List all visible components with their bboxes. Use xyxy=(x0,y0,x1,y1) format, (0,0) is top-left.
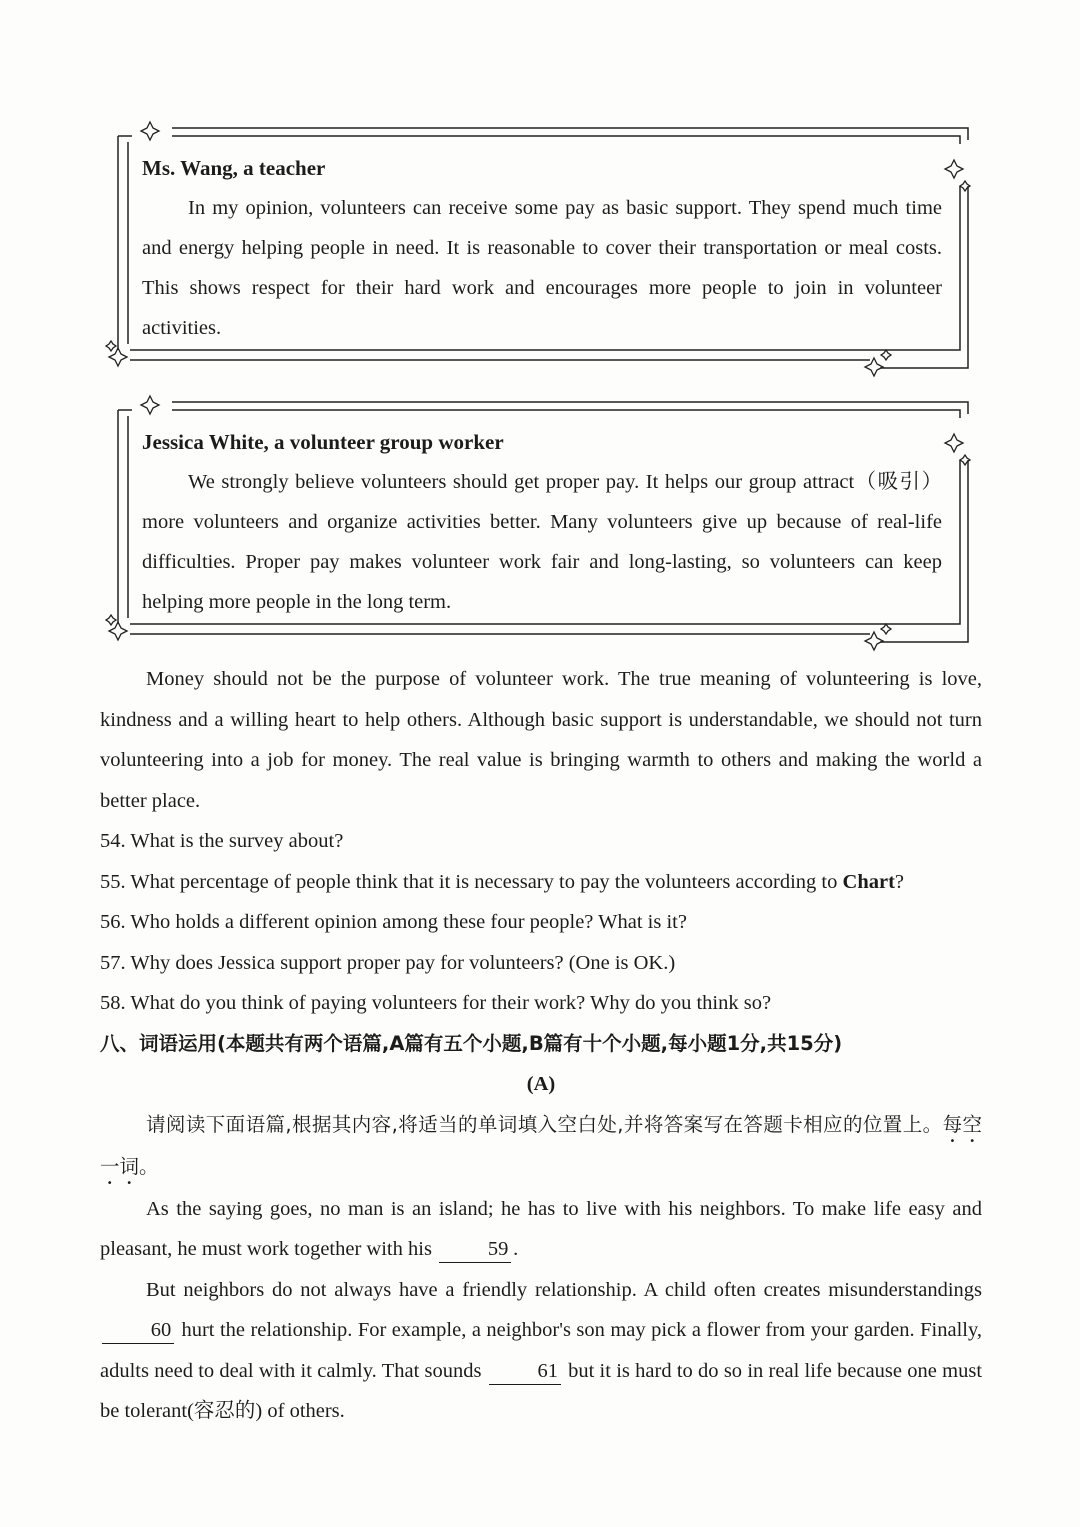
blank-59[interactable]: 59 xyxy=(439,1236,511,1263)
closing-paragraph: Money should not be the purpose of volunteer work. The true meaning of volunteering is love, kindness and a willing heart to help others. Although basic support is understandable, we should not turn volunteering into a job for money. The real value is bringing warmth to others and making the world a better place. xyxy=(100,668,982,812)
blank-61[interactable]: 61 xyxy=(489,1358,561,1385)
question-57: 57. Why does Jessica support proper pay for volunteers? (One is OK.) xyxy=(100,951,676,974)
question-54: 54. What is the survey about? xyxy=(100,830,344,852)
question-56: 56. Who holds a different opinion among these four people? What is it? xyxy=(100,911,687,933)
blank-60[interactable]: 60 xyxy=(102,1317,174,1344)
passage-paragraph-2: But neighbors do not always have a friendly relationship. A child often creates misunderstandings 60 hurt the relationship. For example, a neighbor's son may pick a flower from your garden. Finally, adults need to deal with it calmly. That sounds 61 but it is hard to do so in real life because one must be tolerant(容忍的) of others. xyxy=(100,1278,983,1422)
speaker-opinion: We strongly believe volunteers should get proper pay. It helps our group attract（吸引）more volunteers and organize activities better. Many volunteers give up because of real-life difficulties. Proper pay makes volunteer work fair and long-lasting, so volunteers can keep helping more people in the long term. xyxy=(142,471,942,613)
opinion-frame-wang xyxy=(110,118,970,378)
speaker-name: Jessica White, a volunteer group worker xyxy=(142,430,504,454)
passage-paragraph-1: As the saying goes, no man is an island; he has to live with his neighbors. To make life easy and pleasant, he must work together with his 59 . xyxy=(100,1189,982,1270)
section-heading: 八、词语运用(本题共有两个语篇,A篇有五个小题,B篇有十个小题,每小题1分,共15分) xyxy=(100,1031,843,1055)
question-58: 58. What do you think of paying volunteers for their work? Why do you think so? xyxy=(100,992,772,1014)
main-content xyxy=(100,659,982,1432)
speaker-opinion: In my opinion, volunteers can receive some pay as basic support. They spend much time and energy helping people in need. It is reasonable to cover their transportation or meal costs. This shows respect for their hard work and encourages more people to join in volunteer activities. xyxy=(142,197,942,339)
emphasized-instruction: 每空一词 xyxy=(100,1112,982,1178)
instruction: 请阅读下面语篇,根据其内容,将适当的单词填入空白处,并将答案写在答题卡相应的位置上。每空一词。 xyxy=(100,1112,982,1178)
part-a-label: (A) xyxy=(526,1073,556,1095)
opinion-frame-jessica xyxy=(110,392,970,652)
question-55: 55. What percentage of people think that it is necessary to pay the volunteers according to Chart? xyxy=(100,870,905,893)
speaker-name: Ms. Wang, a teacher xyxy=(142,156,326,180)
